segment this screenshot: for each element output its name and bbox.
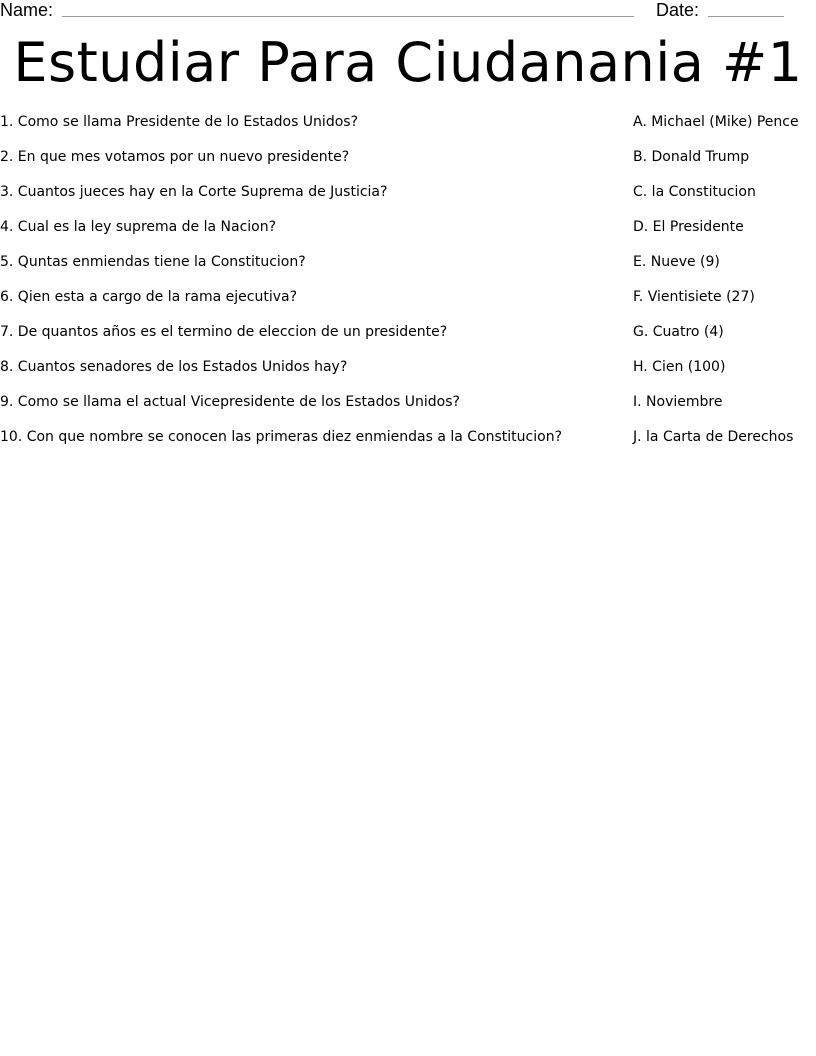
question-list bbox=[0, 112, 620, 462]
answer-list bbox=[633, 112, 816, 462]
answer-item: I. Noviembre bbox=[633, 394, 723, 410]
question-item: 6. Qien esta a cargo de la rama ejecutiva? bbox=[0, 289, 298, 305]
question-item: 1. Como se llama Presidente de lo Estados Unidos? bbox=[0, 114, 358, 130]
question-item: 2. En que mes votamos por un nuevo presidente? bbox=[0, 149, 350, 165]
worksheet-title: Estudiar Para Ciudanania #1 bbox=[13, 31, 803, 94]
name-blank-line bbox=[62, 16, 634, 17]
question-item: 7. De quantos años es el termino de eleccion de un presidente? bbox=[0, 324, 448, 340]
question-item: 5. Quntas enmiendas tiene la Constitucion? bbox=[0, 254, 306, 270]
answer-item: F. Vientisiete (27) bbox=[633, 289, 755, 305]
question-item: 10. Con que nombre se conocen las primeras diez enmiendas a la Constitucion? bbox=[0, 429, 562, 445]
answer-item: C. la Constitucion bbox=[633, 184, 756, 200]
name-label: Name: bbox=[0, 0, 54, 20]
question-item: 3. Cuantos jueces hay en la Corte Suprema de Justicia? bbox=[0, 184, 388, 200]
question-item: 4. Cual es la ley suprema de la Nacion? bbox=[0, 219, 277, 235]
question-item: 9. Como se llama el actual Vicepresidente de los Estados Unidos? bbox=[0, 394, 460, 410]
answer-item: B. Donald Trump bbox=[633, 149, 750, 165]
answer-item: J. la Carta de Derechos bbox=[633, 429, 794, 445]
answer-item: G. Cuatro (4) bbox=[633, 324, 724, 340]
date-blank-line bbox=[708, 16, 784, 17]
answer-item: H. Cien (100) bbox=[633, 359, 726, 375]
answer-item: A. Michael (Mike) Pence bbox=[633, 114, 799, 130]
date-label: Date: bbox=[656, 0, 700, 20]
worksheet-header bbox=[0, 0, 816, 26]
answer-item: D. El Presidente bbox=[633, 219, 744, 235]
answer-item: E. Nueve (9) bbox=[633, 254, 720, 270]
question-item: 8. Cuantos senadores de los Estados Unidos hay? bbox=[0, 359, 348, 375]
